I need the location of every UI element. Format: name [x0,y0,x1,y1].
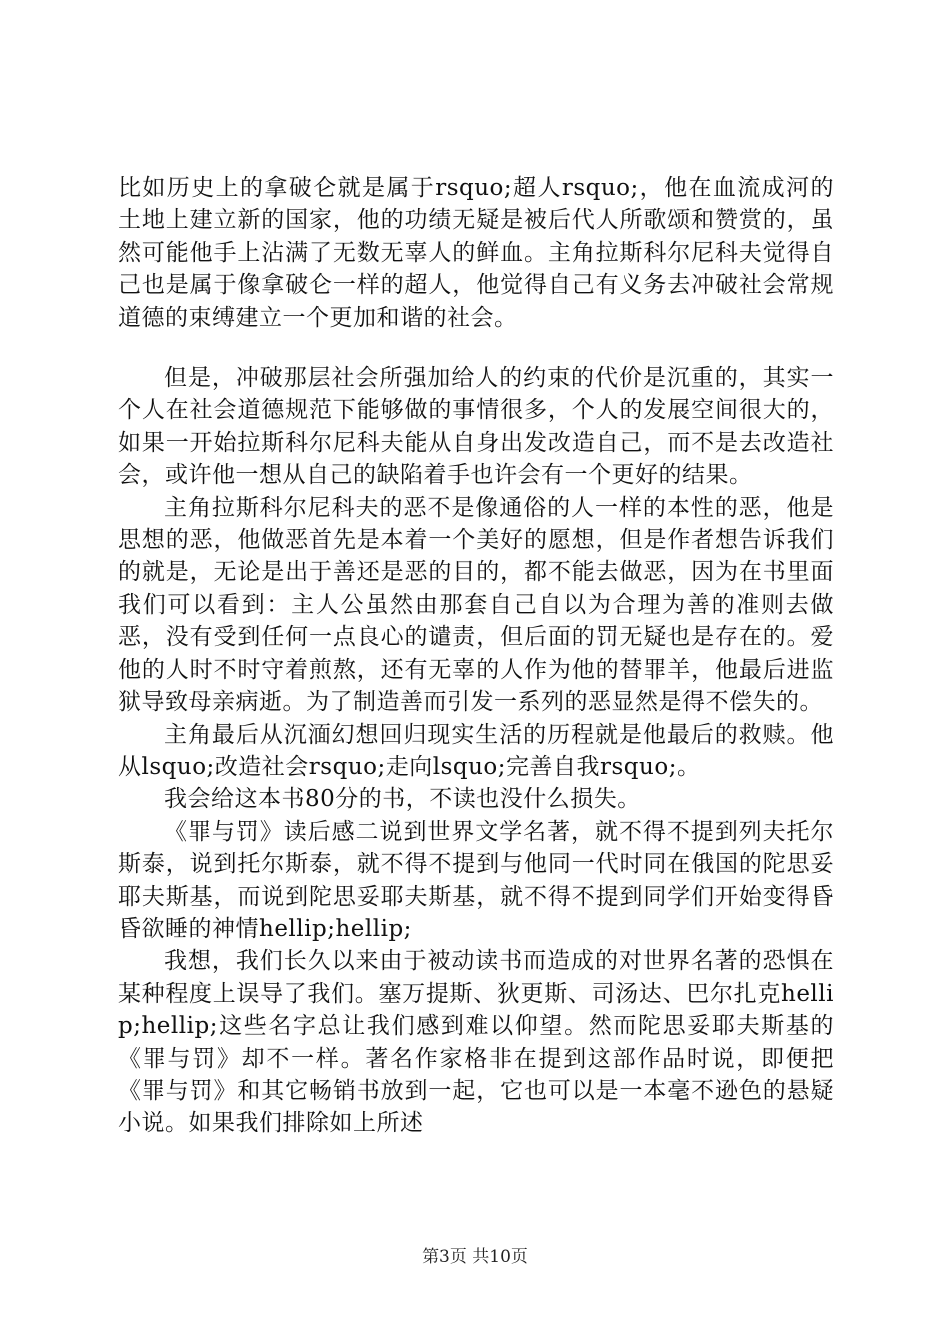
page-number-footer: 第3页 共10页 [422,1247,528,1267]
paragraph-2: 但是，冲破那层社会所强加给人的约束的代价是沉重的，其实一个人在社会道德规范下能够做的事情很多，个人的发展空间很大的，如果一开始拉斯科尔尼科夫能从自身出发改造自己，而不是去改造社会，或许他一想从自己的缺陷着手也许会有一个更好的结果。 [118,365,834,489]
paragraph-4: 主角最后从沉湎幻想回归现实生活的历程就是他最后的救赎。他从lsquo;改造社会rsquo;走向lsquo;完善自我rsquo;。 [118,721,834,780]
paragraph-1: 比如历史上的拿破仑就是属于rsquo;超人rsquo;，他在血流成河的土地上建立新的国家，他的功绩无疑是被后代人所歌颂和赞赏的，虽然可能他手上沾满了无数无辜人的鲜血。主角拉斯科尔尼科夫觉得自己也是属于像拿破仑一样的超人，他觉得自己有义务去冲破社会常规道德的束缚建立一个更加和谐的社会。 [118,175,834,331]
paragraph-7: 我想，我们长久以来由于被动读书而造成的对世界名著的恐惧在某种程度上误导了我们。塞万提斯、狄更斯、司汤达、巴尔扎克hellip;hellip;这些名字总让我们感到难以仰望。然而陀思妥耶夫斯基的《罪与罚》却不一样。著名作家格非在提到这部作品时说，即便把《罪与罚》和其它畅销书放到一起，它也可以是一本毫不逊色的悬疑小说。如果我们排除如上所述 [118,948,834,1137]
paragraph-6: 《罪与罚》读后感二说到世界文学名著，就不得不提到列夫托尔斯泰，说到托尔斯泰，就不得不提到与他同一代时同在俄国的陀思妥耶夫斯基，而说到陀思妥耶夫斯基，就不得不提到同学们开始变得昏昏欲睡的神情hellip;hellip; [118,818,834,942]
paragraph-5: 我会给这本书80分的书，不读也没什么损失。 [164,786,641,813]
paragraph-3: 主角拉斯科尔尼科夫的恶不是像通俗的人一样的本性的恶，他是思想的恶，他做恶首先是本着一个美好的愿想，但是作者想告诉我们的就是，无论是出于善还是恶的目的，都不能去做恶，因为在书里面我们可以看到：主人公虽然由那套自己自以为合理为善的准则去做恶，没有受到任何一点良心的谴责，但后面的罚无疑也是存在的。爱他的人时不时守着煎熬，还有无辜的人作为他的替罪羊，他最后进监狱导致母亲病逝。为了制造善而引发一系列的恶显然是得不偿失的。 [118,494,834,716]
document-body [118,172,834,1140]
paragraph-gap [118,334,834,362]
